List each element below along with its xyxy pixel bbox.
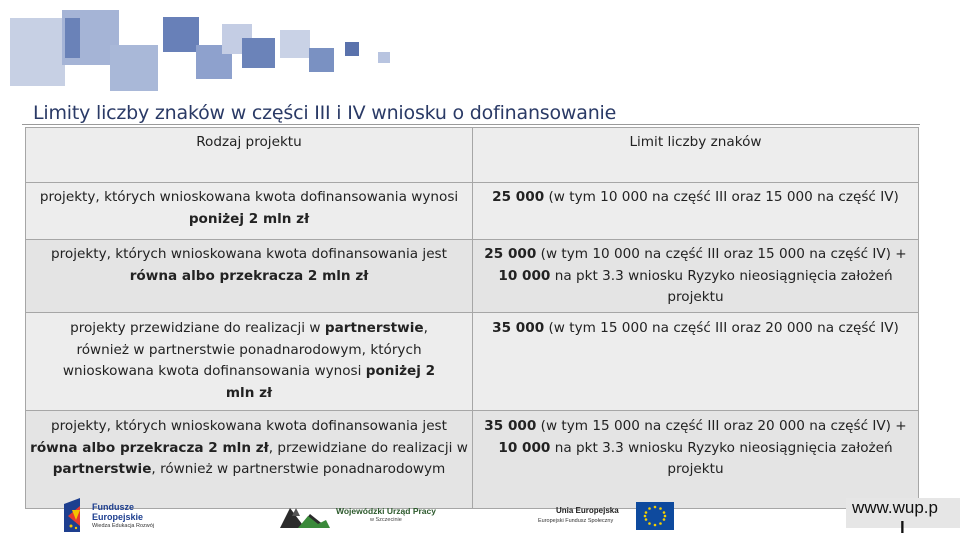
decor-square <box>378 52 390 63</box>
project-type-text: projekty, których wnioskowana kwota dofinansowania jest <box>51 418 447 434</box>
title-divider <box>22 124 920 125</box>
decor-square <box>10 18 65 86</box>
table-row <box>26 240 919 313</box>
fe-line1: Fundusze <box>92 502 134 512</box>
ue-line1: Unia Europejska <box>556 506 619 515</box>
char-limit-detail: (w tym 10 000 na część III oraz 15 000 na część IV) <box>544 189 899 205</box>
char-limit-cell <box>473 313 919 411</box>
website-link-text[interactable]: www.wup.p <box>852 498 938 517</box>
project-type-emphasis-2: partnerstwie <box>52 461 152 478</box>
char-limit-value: 35 000 <box>492 320 545 336</box>
table-row <box>26 313 919 411</box>
table-header-row <box>26 128 919 183</box>
project-type-emphasis: poniżej 2 mln zł <box>188 210 310 227</box>
project-type-emphasis: równa albo przekracza 2 mln zł <box>129 267 369 284</box>
table-row <box>26 411 919 509</box>
char-limit-detail: (w tym 15 000 na część III oraz 20 000 na część IV) + <box>536 418 907 434</box>
eu-flag-icon <box>636 502 674 530</box>
decor-square <box>65 18 80 58</box>
project-type-text-end: , również w partnerstwie ponadnarodowym <box>151 461 446 478</box>
char-limit-extra-detail: na pkt 3.3 wniosku Ryzyko nieosiągnięcia założeń projektu <box>550 267 893 306</box>
eu-logo <box>538 500 678 532</box>
char-limit-extra-value: 10 000 <box>498 439 551 456</box>
wup-logo <box>280 500 436 532</box>
char-limit-value: 25 000 <box>492 189 545 205</box>
project-type-cell <box>26 183 473 240</box>
wup-emblem-icon <box>280 502 330 530</box>
decor-square <box>110 45 158 91</box>
char-limit-detail: (w tym 10 000 na część III oraz 15 000 na część IV) + <box>536 246 907 262</box>
decor-square <box>280 30 310 58</box>
decor-square <box>242 38 275 68</box>
decor-square <box>163 17 199 52</box>
column-header-project-type: Rodzaj projektu <box>26 128 473 183</box>
project-type-text-cont: , przewidziane do realizacji w <box>268 439 468 456</box>
decor-square <box>345 42 359 56</box>
limits-table <box>25 127 919 509</box>
decor-square <box>309 48 334 72</box>
project-type-cell <box>26 411 473 509</box>
project-type-emphasis: równa albo przekracza 2 mln zł <box>30 439 269 456</box>
char-limit-value: 25 000 <box>484 246 537 262</box>
char-limit-detail: (w tym 15 000 na część III oraz 20 000 na część IV) <box>544 320 899 336</box>
wup-line1: Wojewódzki Urząd Pracy <box>336 506 436 516</box>
fe-line2: Europejskie <box>92 512 144 522</box>
char-limit-extra-value: 10 000 <box>498 267 551 284</box>
project-type-text-cont: , również w partnerstwie ponadnarodowym, których wnioskowana kwota dofinansowania wynosi <box>62 320 428 380</box>
fe-emblem-icon <box>64 498 86 532</box>
website-link-text-cont[interactable]: l <box>900 518 905 537</box>
char-limit-cell <box>473 183 919 240</box>
char-limit-value: 35 000 <box>484 418 537 434</box>
website-link[interactable] <box>846 498 960 537</box>
fundusze-europejskie-logo <box>64 498 174 534</box>
project-type-text: projekty, których wnioskowana kwota dofinansowania wynosi <box>39 189 459 205</box>
project-type-emphasis-2: poniżej 2 mln zł <box>225 363 436 401</box>
project-type-text: projekty, których wnioskowana kwota dofinansowania jest <box>51 246 447 262</box>
fe-line3: Wiedza Edukacja Rozwój <box>92 523 155 529</box>
column-header-char-limit: Limit liczby znaków <box>473 128 919 183</box>
char-limit-cell <box>473 240 919 313</box>
ue-line2: Europejski Fundusz Społeczny <box>538 518 614 524</box>
wup-line2: w Szczecinie <box>370 517 402 523</box>
char-limit-cell <box>473 411 919 509</box>
project-type-cell <box>26 313 473 411</box>
table-row <box>26 183 919 240</box>
page-title: Limity liczby znaków w części III i IV wniosku o dofinansowanie <box>33 102 617 124</box>
project-type-emphasis: partnerstwie <box>324 320 424 336</box>
project-type-text: projekty przewidziane do realizacji w <box>70 320 325 336</box>
char-limit-extra-detail: na pkt 3.3 wniosku Ryzyko nieosiągnięcia założeń projektu <box>550 439 893 478</box>
project-type-cell <box>26 240 473 313</box>
